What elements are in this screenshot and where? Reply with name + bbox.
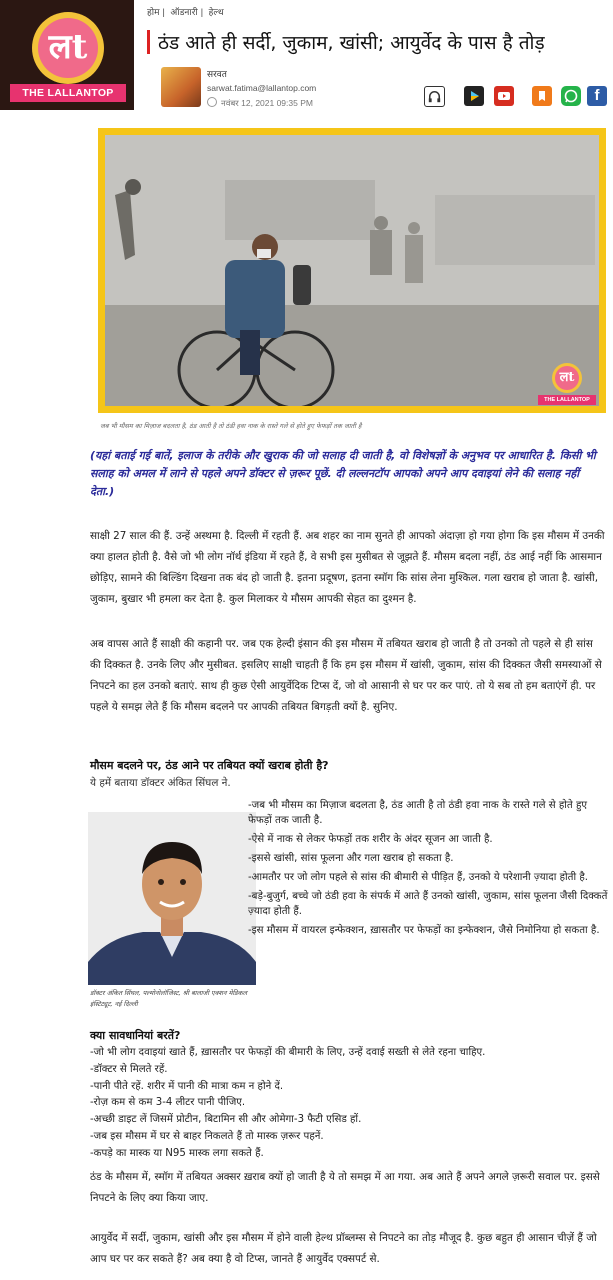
- list-item: -अच्छी डाइट लें जिसमें प्रोटीन, बिटामिन सी और ओमेगा-3 फैटी एसिड हों.: [90, 1114, 362, 1126]
- precautions-list: [90, 1045, 605, 1163]
- doctor-photo: [88, 812, 256, 985]
- list-item: -जब इस मौसम में घर से बाहर निकलते हैं तो मास्क ज़रूर पहनें.: [90, 1130, 324, 1142]
- list-item: -पानी पीते रहें. शरीर में पानी की मात्रा कम न होने दें.: [90, 1080, 284, 1092]
- logo-mark: लt: [38, 18, 98, 78]
- section-intro: ये हमें बताया डॉक्टर अंकित सिंघल ने.: [90, 777, 231, 789]
- facebook-icon[interactable]: f: [587, 86, 607, 106]
- paragraph-intro: साक्षी 27 साल की हैं. उन्हें अस्थमा है. दिल्ली में रहती हैं. अब शहर का नाम सुनते ही आपको अंदाज़ा हो गया होगा कि इस मौसम में उनकी क्या हालत होती है. वैसे जो भी लोग नॉर्थ इंडिया में रहते हैं, वे सभी इस मुसीबत से जूझते हैं. मौसम बदला नहीं, ठंड आई नहीं कि आसमान छोड़िए, सामने की बिल्डिंग दिखना तक बंद हो जाती है. इतना प्रदूषण, इतना स्मॉग कि सांस लेना मुश्किल. गला खराब हो जाता है. खांसी, जुकाम, बुखार भी हमला कर देता है. कुल मिलाकर ये मौसम आपकी सेहत का दुश्मन है.: [90, 530, 605, 605]
- list-item: -जो भी लोग दवाइयां खाते हैं, ख़ासतौर पर फेफड़ों की बीमारी के लिए, उन्हें दवाई सख्ती से लेते रहना चाहिए.: [90, 1047, 486, 1058]
- author-name[interactable]: सरवत: [207, 70, 227, 80]
- hero-image: [105, 135, 599, 406]
- whatsapp-icon[interactable]: [561, 86, 581, 106]
- photo-caption: जब भी मौसम का मिज़ाज बदलता है, ठंड आती है तो ठंडी हवा नाक के रास्ते गले से होते हुए फेफड़ों तक जाती है: [100, 422, 362, 430]
- google-play-icon[interactable]: [464, 86, 484, 106]
- clock-icon: [207, 97, 217, 107]
- title-accent-bar: [147, 30, 150, 54]
- section-heading-precautions: क्या सावधानियां बरतें?: [90, 1029, 181, 1042]
- watermark-logo: लt THE LALLANTOP: [538, 363, 596, 407]
- page-title: ठंड आते ही सर्दी, जुकाम, खांसी; आयुर्वेद के पास है तोड़: [158, 32, 545, 54]
- paragraph-ayurveda: आयुर्वेद में सर्दी, जुकाम, खांसी और इस मौसम में होने वाली हेल्थ प्रॉब्लम्स से निपटने का तोड़ मौजूद है. कुछ बहुत ही आसान चीज़ें हैं जो आप घर पर कर सकते हैं? अब क्या है वो टिप्स, जानते हैं आयुर्वेद एक्सपर्ट से.: [90, 1232, 597, 1265]
- list-item: -आमतौर पर जो लोग पहले से सांस की बीमारी से पीड़ित हैं, उनको ये परेशानी ज़्यादा होती है.: [248, 872, 588, 883]
- logo-text: THE LALLANTOP: [10, 84, 126, 102]
- list-item: -डॉक्टर से मिलते रहें.: [90, 1063, 168, 1075]
- breadcrumb-odnari[interactable]: ऑडनारी: [170, 7, 198, 17]
- breadcrumb: होम | ऑडनारी | हेल्थ: [147, 7, 224, 17]
- disclaimer: (यहां बताई गई बातें, इलाज के तरीके और खुराक की जो सलाह दी जाती है, वो विशेषज्ञों के अनुभव पर आधारित है. किसी भी सलाह को अमल में लाने से पहले अपने डॉक्टर से ज़रूर पूछें. दी लल्लनटॉप आपको अपने आप दवाइयां लेने की सलाह नहीं देता.): [90, 449, 596, 498]
- doctor-caption: डॉक्टर अंकित सिंघल, पल्मोनोलॉजिस्ट, श्री बालाजी एक्शन मेडिकल इंस्टिट्यूट, नई दिल्ली: [90, 989, 248, 1008]
- author-email[interactable]: sarwat.fatima@lallantop.com: [207, 83, 317, 93]
- headphones-icon[interactable]: [424, 86, 445, 107]
- bookmark-icon[interactable]: [532, 86, 552, 106]
- list-item: -कपड़े का मास्क या N95 मास्क लगा सकते हैं.: [90, 1147, 264, 1159]
- list-item: -इस मौसम में वायरल इन्फेक्शन, ख़ासतौर पर फेफड़ों का इन्फेक्शन, जैसे निमोनिया हो सकता है.: [248, 925, 600, 936]
- cause-list: [248, 798, 608, 942]
- list-item: -बड़े-बुजुर्ग, बच्चे जो ठंडी हवा के संपर्क में आते हैं उनको खांसी, जुकाम, सांस फूलना जैसी दिक्कतें ज़्यादा होती हैं.: [248, 891, 608, 917]
- hero-photo: [98, 128, 606, 413]
- list-item: -इससे खांसी, सांस फूलना और गला खराब हो सकता है.: [248, 853, 454, 864]
- youtube-icon[interactable]: [494, 86, 514, 106]
- section-heading-why: मौसम बदलने पर, ठंड आने पर तबियत क्यों खराब होती है?: [90, 759, 329, 772]
- breadcrumb-home[interactable]: होम: [147, 7, 160, 17]
- author-avatar[interactable]: [161, 67, 201, 107]
- paragraph-transition: ठंड के मौसम में, स्मॉग में तबियत अक्सर ख़राब क्यों हो जाती है ये तो समझ में आ गया. अब आते हैं अपने अगले ज़रूरी सवाल पर. इससे निपटने के लिए क्या किया जाए.: [90, 1171, 600, 1204]
- paragraph-story: अब वापस आते हैं साक्षी की कहानी पर. जब एक हेल्दी इंसान की इस मौसम में तबियत खराब हो जाती है तो उनको तो पहले से ही सांस की दिक्कत है. उनके लिए और मुसीबत. इसलिए साक्षी चाहती हैं कि हम इस मौसम में खांसी, जुकाम, सांस की दिक्कत जैसी समस्याओं से निपटने का हल उनको बताएं. साथ ही कुछ ऐसी आयुर्वेदिक टिप्स दें, जो वो आसानी से घर पर कर पाएं. तो ये सब तो हम बताएंगें ही. पर पहले ये समझ लेते हैं कि मौसम बदलने पर आपकी तबियत बिगड़ती क्यों है. सुनिए.: [90, 638, 602, 713]
- list-item: -जब भी मौसम का मिज़ाज बदलता है, ठंड आती है तो ठंडी हवा नाक के रास्ते गले से होते हुए फेफड़ों तक जाती है.: [248, 800, 588, 826]
- site-logo[interactable]: [0, 0, 134, 110]
- list-item: -रोज़ कम से कम 3-4 लीटर पानी पीजिए.: [90, 1097, 246, 1109]
- list-item: -ऐसे में नाक से लेकर फेफड़ों तक शरीर के अंदर सूजन आ जाती है.: [248, 834, 493, 845]
- breadcrumb-health[interactable]: हेल्थ: [208, 7, 224, 17]
- publish-date: नवंबर 12, 2021 09:35 PM: [207, 97, 313, 109]
